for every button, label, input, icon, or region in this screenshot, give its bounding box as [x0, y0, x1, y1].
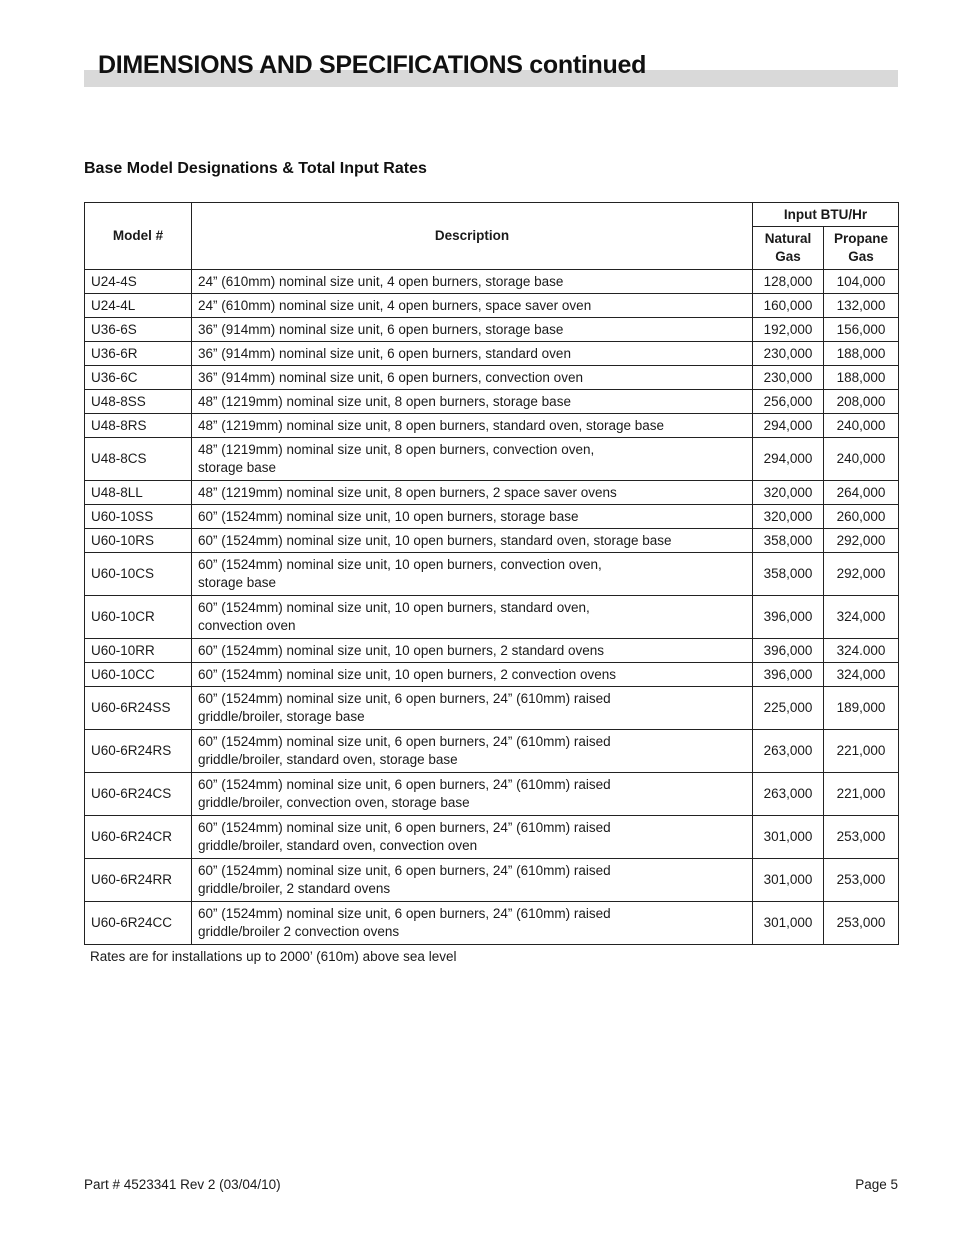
description-cell: [192, 342, 753, 366]
description-cell: [192, 687, 753, 730]
model-number-cell: U60-10CR: [85, 596, 192, 639]
model-number-cell: U60-6R24CC: [85, 902, 192, 945]
natural-gas-cell: 301,000: [753, 816, 824, 859]
specifications-table: [84, 202, 899, 945]
description-cell: [192, 529, 753, 553]
description-line: 36” (914mm) nominal size unit, 6 open burners, convection oven: [198, 369, 583, 385]
page-title: DIMENSIONS AND SPECIFICATIONS continued: [98, 51, 647, 79]
column-header-natural-gas: Natural Gas: [753, 227, 824, 270]
propane-gas-cell: 264,000: [824, 481, 899, 505]
propane-gas-cell: 324.000: [824, 639, 899, 663]
natural-gas-cell: 396,000: [753, 663, 824, 687]
description-line: 36” (914mm) nominal size unit, 6 open burners, standard oven: [198, 345, 571, 361]
description-cell: [192, 366, 753, 390]
description-line: 60” (1524mm) nominal size unit, 10 open burners, 2 convection ovens: [198, 666, 616, 682]
table-row: [85, 318, 899, 342]
natural-gas-cell: 358,000: [753, 553, 824, 596]
description-cell: [192, 294, 753, 318]
table-row: [85, 859, 899, 902]
model-number-cell: U48-8SS: [85, 390, 192, 414]
model-number-cell: U60-10RS: [85, 529, 192, 553]
description-line: 48” (1219mm) nominal size unit, 8 open burners, storage base: [198, 393, 571, 409]
table-body: [85, 270, 899, 945]
propane-gas-cell: 292,000: [824, 529, 899, 553]
table-row: [85, 294, 899, 318]
propane-gas-cell: 240,000: [824, 438, 899, 481]
model-number-cell: U36-6S: [85, 318, 192, 342]
description-line: 24” (610mm) nominal size unit, 4 open burners, storage base: [198, 273, 564, 289]
description-cell: [192, 270, 753, 294]
column-header-propane-gas: Propane Gas: [824, 227, 899, 270]
description-cell: [192, 481, 753, 505]
table-row: [85, 366, 899, 390]
description-line: 60” (1524mm) nominal size unit, 6 open burners, 24” (610mm) raised: [198, 820, 611, 835]
description-line: 48” (1219mm) nominal size unit, 8 open burners, convection oven,: [198, 442, 595, 457]
description-cell: [192, 730, 753, 773]
description-line: 60” (1524mm) nominal size unit, 10 open burners, 2 standard ovens: [198, 642, 604, 658]
description-line: 60” (1524mm) nominal size unit, 6 open burners, 24” (610mm) raised: [198, 777, 611, 792]
part-number: Part # 4523341 Rev 2 (03/04/10): [84, 1177, 281, 1192]
propane-gas-cell: 189,000: [824, 687, 899, 730]
propane-gas-cell: 188,000: [824, 342, 899, 366]
natural-gas-cell: 294,000: [753, 438, 824, 481]
description-line: 60” (1524mm) nominal size unit, 6 open burners, 24” (610mm) raised: [198, 863, 611, 878]
model-number-cell: U60-10CC: [85, 663, 192, 687]
propane-gas-cell: 221,000: [824, 730, 899, 773]
description-line: griddle/broiler, 2 standard ovens: [198, 881, 391, 896]
propane-gas-cell: 221,000: [824, 773, 899, 816]
description-cell: [192, 596, 753, 639]
propane-gas-cell: 240,000: [824, 414, 899, 438]
description-cell: [192, 639, 753, 663]
description-cell: [192, 773, 753, 816]
description-line: 60” (1524mm) nominal size unit, 10 open burners, standard oven,: [198, 600, 590, 615]
description-cell: [192, 414, 753, 438]
model-number-cell: U24-4S: [85, 270, 192, 294]
description-line: griddle/broiler, storage base: [198, 709, 365, 724]
table-row: [85, 438, 899, 481]
natural-gas-cell: 294,000: [753, 414, 824, 438]
description-line: storage base: [198, 575, 277, 590]
propane-gas-cell: 253,000: [824, 816, 899, 859]
column-header-description: Description: [192, 203, 753, 270]
model-number-cell: U60-10CS: [85, 553, 192, 596]
propane-gas-cell: 253,000: [824, 859, 899, 902]
description-cell: [192, 390, 753, 414]
natural-gas-cell: 160,000: [753, 294, 824, 318]
page-number: Page 5: [855, 1177, 898, 1192]
description-line: griddle/broiler, convection oven, storage base: [198, 795, 470, 810]
description-line: griddle/broiler, standard oven, storage base: [198, 752, 458, 767]
table-row: [85, 730, 899, 773]
natural-gas-cell: 396,000: [753, 639, 824, 663]
table-row: [85, 816, 899, 859]
description-cell: [192, 318, 753, 342]
model-number-cell: U60-10SS: [85, 505, 192, 529]
column-group-input-btu: Input BTU/Hr: [753, 203, 899, 227]
model-number-cell: U48-8LL: [85, 481, 192, 505]
table-row: [85, 663, 899, 687]
description-line: 60” (1524mm) nominal size unit, 10 open burners, storage base: [198, 508, 579, 524]
natural-gas-cell: 320,000: [753, 481, 824, 505]
description-line: griddle/broiler 2 convection ovens: [198, 924, 400, 939]
natural-gas-cell: 230,000: [753, 366, 824, 390]
natural-gas-cell: 396,000: [753, 596, 824, 639]
model-number-cell: U60-10RR: [85, 639, 192, 663]
description-cell: [192, 902, 753, 945]
table-row: [85, 390, 899, 414]
model-number-cell: U36-6C: [85, 366, 192, 390]
table-row: [85, 505, 899, 529]
natural-gas-cell: 301,000: [753, 859, 824, 902]
propane-gas-cell: 260,000: [824, 505, 899, 529]
table-row: [85, 414, 899, 438]
section-heading: Base Model Designations & Total Input Rates: [84, 160, 427, 177]
description-line: 60” (1524mm) nominal size unit, 6 open burners, 24” (610mm) raised: [198, 734, 611, 749]
natural-gas-cell: 358,000: [753, 529, 824, 553]
natural-gas-cell: 301,000: [753, 902, 824, 945]
description-line: storage base: [198, 460, 277, 475]
table-row: [85, 481, 899, 505]
propane-gas-cell: 292,000: [824, 553, 899, 596]
description-cell: [192, 553, 753, 596]
propane-gas-cell: 208,000: [824, 390, 899, 414]
natural-gas-cell: 263,000: [753, 773, 824, 816]
natural-gas-cell: 192,000: [753, 318, 824, 342]
description-line: 60” (1524mm) nominal size unit, 6 open burners, 24” (610mm) raised: [198, 691, 611, 706]
model-number-cell: U60-6R24CR: [85, 816, 192, 859]
table-row: [85, 529, 899, 553]
natural-gas-cell: 128,000: [753, 270, 824, 294]
description-cell: [192, 816, 753, 859]
table-row: [85, 687, 899, 730]
model-number-cell: U60-6R24CS: [85, 773, 192, 816]
description-cell: [192, 663, 753, 687]
model-number-cell: U36-6R: [85, 342, 192, 366]
propane-gas-cell: 253,000: [824, 902, 899, 945]
model-number-cell: U60-6R24SS: [85, 687, 192, 730]
propane-gas-cell: 132,000: [824, 294, 899, 318]
table-row: [85, 639, 899, 663]
propane-gas-cell: 188,000: [824, 366, 899, 390]
table-row: [85, 902, 899, 945]
table-row: [85, 342, 899, 366]
model-number-cell: U60-6R24RS: [85, 730, 192, 773]
model-number-cell: U48-8CS: [85, 438, 192, 481]
propane-gas-cell: 324,000: [824, 663, 899, 687]
description-cell: [192, 859, 753, 902]
table-row: [85, 270, 899, 294]
description-cell: [192, 438, 753, 481]
description-line: 60” (1524mm) nominal size unit, 10 open burners, convection oven,: [198, 557, 602, 572]
description-line: 36” (914mm) nominal size unit, 6 open burners, storage base: [198, 321, 564, 337]
table-row: [85, 773, 899, 816]
model-number-cell: U60-6R24RR: [85, 859, 192, 902]
propane-gas-cell: 324,000: [824, 596, 899, 639]
column-header-model: Model #: [85, 203, 192, 270]
description-line: convection oven: [198, 618, 296, 633]
description-line: 24” (610mm) nominal size unit, 4 open burners, space saver oven: [198, 297, 592, 313]
natural-gas-cell: 320,000: [753, 505, 824, 529]
model-number-cell: U24-4L: [85, 294, 192, 318]
description-cell: [192, 505, 753, 529]
table-row: [85, 553, 899, 596]
natural-gas-cell: 225,000: [753, 687, 824, 730]
footnote: Rates are for installations up to 2000’ (610m) above sea level: [90, 949, 457, 964]
natural-gas-cell: 256,000: [753, 390, 824, 414]
natural-gas-cell: 230,000: [753, 342, 824, 366]
model-number-cell: U48-8RS: [85, 414, 192, 438]
propane-gas-cell: 156,000: [824, 318, 899, 342]
description-line: griddle/broiler, standard oven, convection oven: [198, 838, 478, 853]
description-line: 48” (1219mm) nominal size unit, 8 open burners, 2 space saver ovens: [198, 484, 617, 500]
description-line: 60” (1524mm) nominal size unit, 6 open burners, 24” (610mm) raised: [198, 906, 611, 921]
description-line: 60” (1524mm) nominal size unit, 10 open burners, standard oven, storage base: [198, 532, 672, 548]
table-row: [85, 596, 899, 639]
propane-gas-cell: 104,000: [824, 270, 899, 294]
description-line: 48” (1219mm) nominal size unit, 8 open burners, standard oven, storage base: [198, 417, 665, 433]
natural-gas-cell: 263,000: [753, 730, 824, 773]
